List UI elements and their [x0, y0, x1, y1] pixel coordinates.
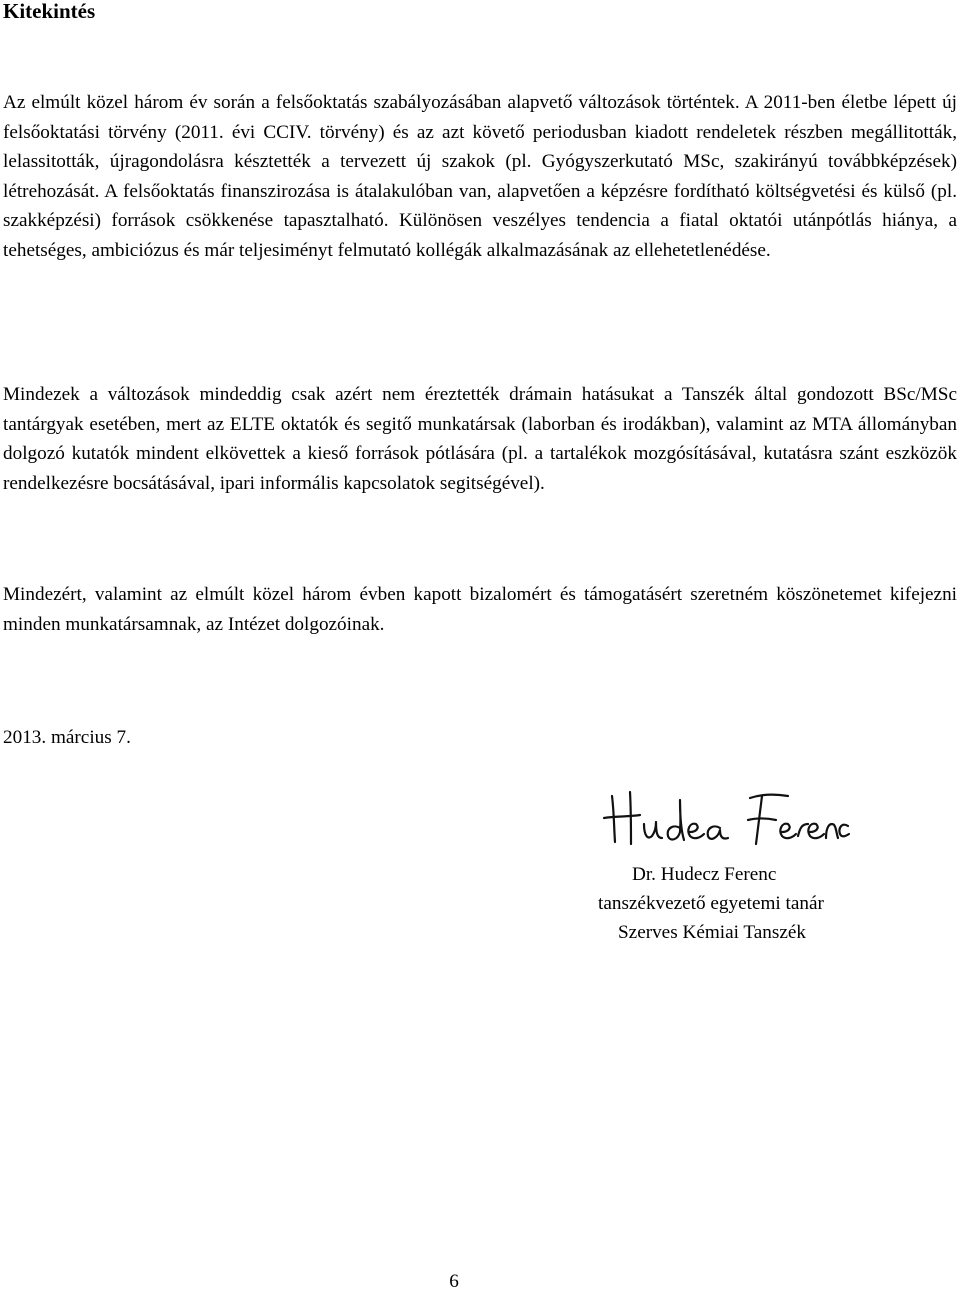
signatory-title: tanszékvezető egyetemi tanár: [598, 893, 824, 914]
section-heading: Kitekintés: [3, 0, 96, 23]
signatory-department: Szerves Kémiai Tanszék: [618, 922, 806, 943]
page-number: 6: [449, 1271, 459, 1292]
document-date: 2013. március 7.: [3, 727, 131, 748]
signature-block: [598, 860, 918, 947]
paragraph-regulation-changes: Az elmúlt közel három év során a felsőoktatás szabályozásában alapvető változások történtek. A 2011-ben életbe lépett új felsőoktatási törvény (2011. évi CCIV. törvény) és az azt követő periodusban kiadott rendeletek részben megállitották, lelassitották, újragondolásra késztették a tervezett új szakok (pl. Gyógyszerkutató MSc, szakirányú továbbképzések) létrehozását. A felsőoktatás finanszirozása is átalakulóban van, alapvetően a képzésre fordítható költségvetési és külső (pl. szakképzési) források csökkenése tapasztalható. Különösen veszélyes tendencia a fiatal oktatói utánpótlás hiánya, a tehetséges, ambiciózus és már teljesiményt felmutató kollégák alkalmazásának az ellehetetlenédése.: [3, 92, 957, 261]
paragraph-acknowledgement: Mindezért, valamint az elmúlt közel három évben kapott bizalomért és támogatásért szeretném köszönetemet kifejezni minden munkatársamnak, az Intézet dolgozóinak.: [3, 584, 957, 635]
paragraph-staff-efforts: Mindezek a változások mindeddig csak azért nem éreztették drámain hatásukat a Tanszék által gondozott BSc/MSc tantárgyak esetében, mert az ELTE oktatók és segitő munkatársak (laborban és irodákban), valamint az MTA állományban dolgozó kutatók mindent elkövettek a kieső források pótlására (pl. a tartalékok mozgósításával, kutatásra szánt eszközök rendelkezésre bocsátásával, ipari informális kapcsolatok segitségével).: [3, 384, 957, 494]
signatory-name: Dr. Hudecz Ferenc: [632, 864, 777, 885]
handwritten-signature: [600, 784, 850, 850]
